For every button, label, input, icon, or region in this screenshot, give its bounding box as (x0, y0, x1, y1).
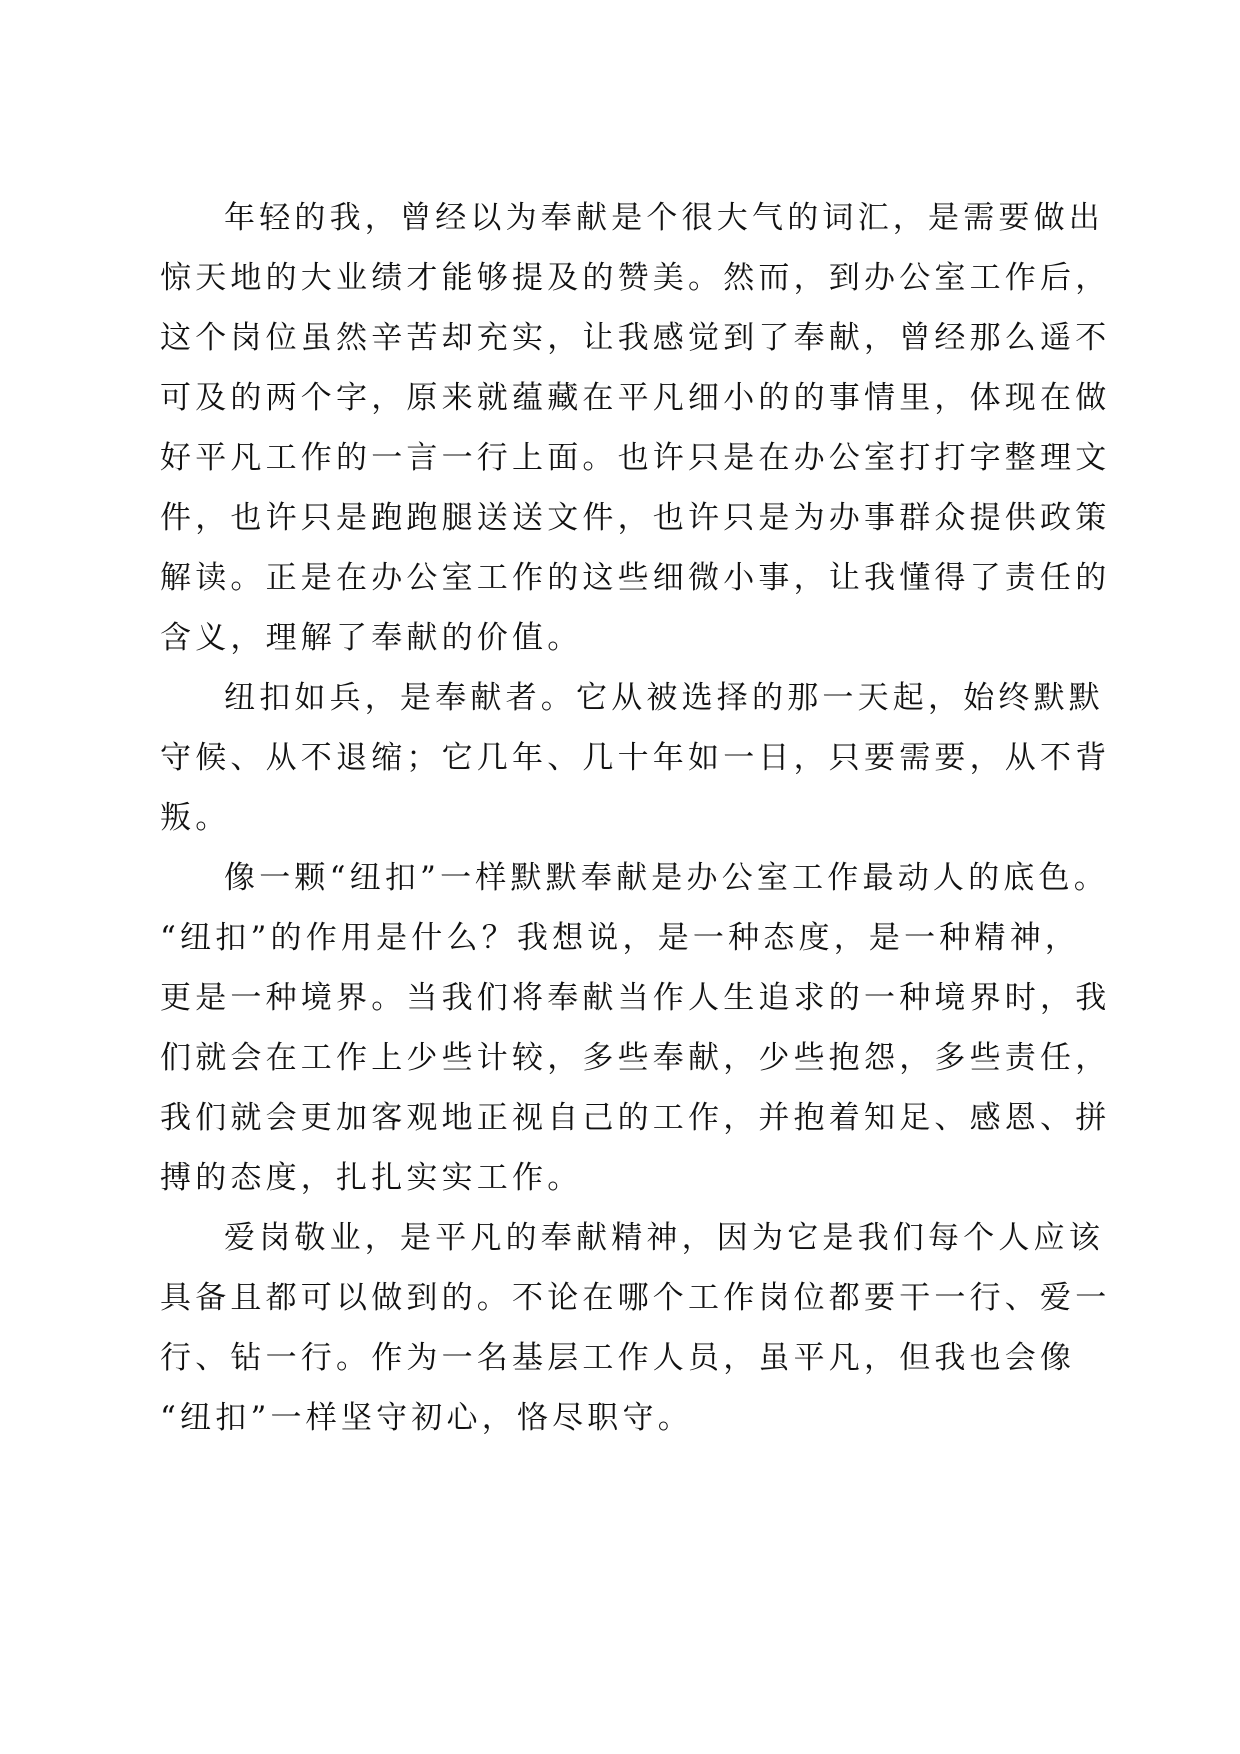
text-line: 含义，理解了奉献的价值。 (160, 620, 583, 656)
text-line: 叛。 (160, 800, 231, 836)
text-line: 解读。正是在办公室工作的这些细微小事，让我懂得了责任的 (160, 560, 1111, 596)
text-line: 行、钻一行。作为一名基层工作人员，虽平凡，但我也会像 (160, 1340, 1076, 1376)
text-line: 件，也许只是跑跑腿送送文件，也许只是为办事群众提供政策 (160, 500, 1111, 536)
text-line: 我们就会更加客观地正视自己的工作，并抱着知足、感恩、拼 (160, 1100, 1111, 1136)
text-line: 具备且都可以做到的。不论在哪个工作岗位都要干一行、爱一 (160, 1280, 1111, 1316)
body-text (160, 188, 1111, 1448)
text-line: 爱岗敬业，是平凡的奉献精神，因为它是我们每个人应该 (224, 1220, 1104, 1256)
text-line: 像一颗“纽扣”一样默默奉献是办公室工作最动人的底色。 (224, 860, 1109, 896)
text-line: 惊天地的大业绩才能够提及的赞美。然而，到办公室工作后， (160, 260, 1111, 296)
text-line: 好平凡工作的一言一行上面。也许只是在办公室打打字整理文 (160, 440, 1111, 476)
text-line: 守候、从不退缩；它几年、几十年如一日，只要需要，从不背 (160, 740, 1111, 776)
paragraph-3 (160, 848, 1111, 1208)
text-line: 们就会在工作上少些计较，多些奉献，少些抱怨，多些责任， (160, 1040, 1111, 1076)
paragraph-4 (160, 1208, 1111, 1448)
text-line: 这个岗位虽然辛苦却充实，让我感觉到了奉献，曾经那么遥不 (160, 320, 1111, 356)
text-line: 可及的两个字，原来就蕴藏在平凡细小的的事情里，体现在做 (160, 380, 1111, 416)
text-line: 搏的态度，扎扎实实工作。 (160, 1160, 583, 1196)
text-line: 纽扣如兵，是奉献者。它从被选择的那一天起，始终默默 (224, 680, 1104, 716)
paragraph-1 (160, 188, 1111, 668)
paragraph-2 (160, 668, 1111, 848)
text-line: “纽扣”的作用是什么？我想说，是一种态度，是一种精神， (160, 920, 1081, 956)
text-line: “纽扣”一样坚守初心，恪尽职守。 (160, 1400, 693, 1436)
text-line: 年轻的我，曾经以为奉献是个很大气的词汇，是需要做出 (224, 200, 1104, 236)
text-line: 更是一种境界。当我们将奉献当作人生追求的一种境界时，我 (160, 980, 1111, 1016)
